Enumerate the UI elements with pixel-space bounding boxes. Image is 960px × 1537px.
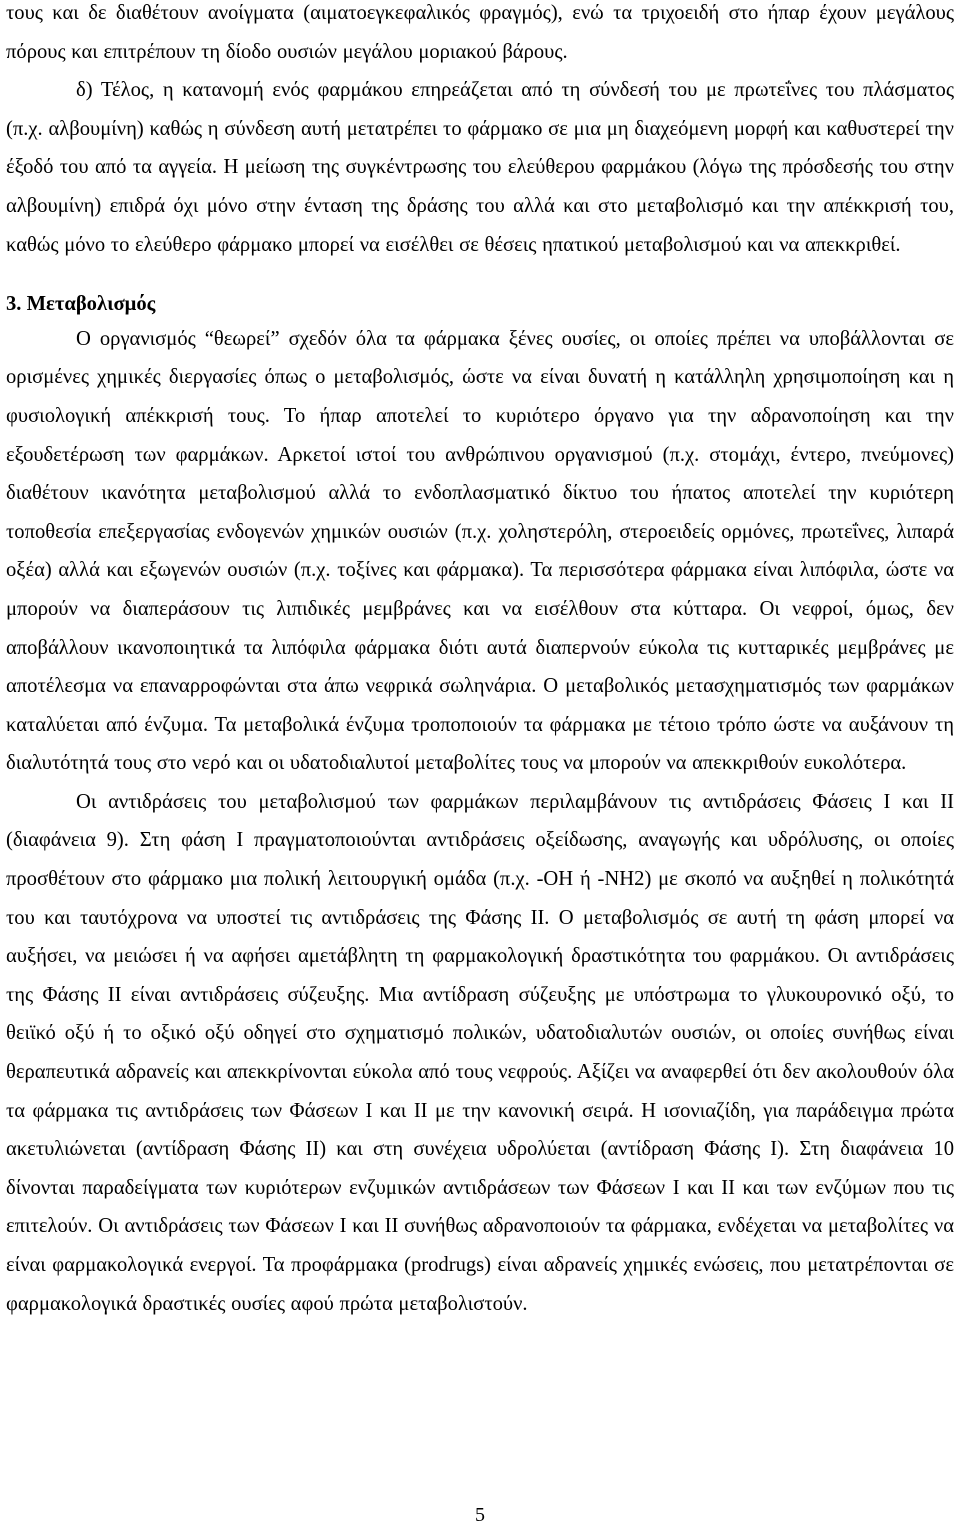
- page-number: 5: [475, 1504, 485, 1526]
- paragraph-metabolism-phases: Οι αντιδράσεις του μεταβολισμού των φαρμάκων περιλαμβάνουν τις αντιδράσεις Φάσεις Ι και ΙΙ (διαφάνεια 9). Στη φάση Ι πραγματοποιούνται αντιδράσεις οξείδωσης, αναγωγής και υδρόλυσης, οι οποίες προσθέτουν στο φάρμακο μια πολική λειτουργική ομάδα (π.χ. -ΟΗ ή -ΝΗ2) με σκοπό να αυξηθεί η πολικότητά του και ταυτόχρονα να υποστεί τις αντιδράσεις της Φάσης ΙΙ. Ο μεταβολισμός σε αυτή τη φάση μπορεί να αυξήσει, να μειώσει ή να αφήσει αμετάβλητη τη φαρμακολογική δραστικότητα του φαρμάκου. Οι αντιδράσεις της Φάσης ΙΙ είναι αντιδράσεις σύζευξης. Μια αντίδραση σύζευξης με υπόστρωμα το γλυκουρονικό οξύ, το θειϊκό οξύ ή το οξικό οξύ οδηγεί στο σχηματισμό πολικών, υδατοδιαλυτών ουσιών, οι οποίες συνήθως είναι θεραπευτικά αδρανείς και απεκκρίνονται εύκολα από τους νεφρούς. Αξίζει να αναφερθεί ότι δεν ακολουθούν όλα τα φάρμακα τις αντιδράσεις των Φάσεων Ι και ΙΙ με την κανονική σειρά. Η ισονιαζίδη, για παράδειγμα πρώτα ακετυλιώνεται (αντίδραση Φάσης ΙΙ) και στη συνέχεια υδρολύεται (αντίδραση Φάσης Ι). Στη διαφάνεια 10 δίνονται παραδείγματα των κυριότερων ενζυμικών αντιδράσεων των Φάσεων Ι και ΙΙ και των ενζύμων που τις επιτελούν. Οι αντιδράσεις των Φάσεων Ι και ΙΙ συνήθως αδρανοποιούν τα φάρμακα, ενδέχεται να μεταβολίτες να είναι φαρμακολογικά ενεργοί. Τα προφάρμακα (prodrugs) είναι αδρανείς χημικές ενώσεις, που μετατρέπονται σε φαρμακολογικά δραστικές ουσίες αφού πρώτα μεταβολιστούν.: [6, 790, 954, 1315]
- document-page: [6, 0, 954, 1323]
- section-heading-metabolism: 3. Μεταβολισμός: [6, 293, 156, 316]
- paragraph-blood-brain-barrier: τους και δε διαθέτουν ανοίγματα (αιματοεγκεφαλικός φραγμός), ενώ τα τριχοειδή στο ήπαρ έχουν μεγάλους πόρους και επιτρέπουν τη δίοδο ουσιών μεγάλου μοριακού βάρους.: [6, 2, 954, 63]
- paragraph-protein-binding: δ) Τέλος, η κατανομή ενός φαρμάκου επηρεάζεται από τη σύνδεσή του με πρωτεΐνες του πλάσματος (π.χ. αλβουμίνη) καθώς η σύνδεση αυτή μετατρέπει το φάρμακο σε μια μη διαχεόμενη μορφή και καθυστερεί την έξοδό του από τα αγγεία. Η μείωση της συγκέντρωσης του ελεύθερου φαρμάκου (λόγω της πρόσδεσής του στην αλβουμίνη) επιδρά όχι μόνο στην ένταση της δράσης του αλλά και στο μεταβολισμό και την απέκκρισή του, καθώς μόνο το ελεύθερο φάρμακο μπορεί να εισέλθει σε θέσεις ηπατικού μεταβολισμού και να απεκκριθεί.: [6, 79, 954, 256]
- paragraph-metabolism-overview: Ο οργανισμός “θεωρεί” σχεδόν όλα τα φάρμακα ξένες ουσίες, οι οποίες πρέπει να υποβάλλονται σε ορισμένες χημικές διεργασίες όπως ο μεταβολισμός, ώστε να είναι δυνατή η κατάλληλη χρησιμοποίηση και η φυσιολογική απέκκρισή τους. Το ήπαρ αποτελεί το κυριότερο όργανο για την αδρανοποίηση και την εξουδετέρωση των φαρμάκων. Αρκετοί ιστοί του ανθρώπινου οργανισμού (π.χ. στομάχι, έντερο, πνεύμονες) διαθέτουν ικανότητα μεταβολισμού αλλά το ενδοπλασματικό δίκτυο του ήπατος αποτελεί την κυριότερη τοποθεσία επεξεργασίας ενδογενών χημικών ουσιών (π.χ. χοληστερόλη, στεροειδείς ορμόνες, πρωτεΐνες, λιπαρά οξέα) αλλά και εξωγενών ουσιών (π.χ. τοξίνες και φάρμακα). Τα περισσότερα φάρμακα είναι λιπόφιλα, ώστε να μπορούν να διαπεράσουν τις λιπιδικές μεμβράνες και να εισέλθουν στα κύτταρα. Οι νεφροί, όμως, δεν αποβάλλουν ικανοποιητικά τα λιπόφιλα φάρμακα διότι αυτά διαπερνούν εύκολα τις κυτταρικές μεμβράνες με αποτέλεσμα να επαναρροφώνται στα άπω νεφρικά σωληνάρια. Ο μεταβολικός μετασχηματισμός των φαρμάκων καταλύεται από ένζυμα. Τα μεταβολικά ένζυμα τροποποιούν τα φάρμακα με τέτοιο τρόπο ώστε να αυξάνουν τη διαλυτότητά τους στο νερό και οι υδατοδιαλυτοί μεταβολίτες τους να μπορούν να απεκκριθούν ευκολότερα.: [6, 327, 954, 775]
